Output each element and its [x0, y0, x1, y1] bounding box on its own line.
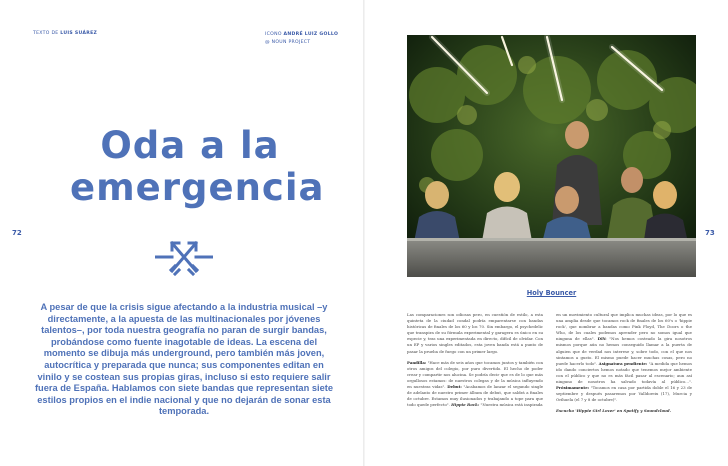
article-title [70, 124, 325, 209]
body-paragraph: Escucha 'Hippie Girl Lover' en Spotify y Soundcloud. [556, 408, 671, 414]
title-line-1: Oda a la [100, 124, 280, 167]
band-photo [407, 35, 696, 277]
body-column-left [407, 312, 543, 413]
body-paragraph: en un movimiento cultural que implica muchas ideas, por lo que es una amplia desde que tocamos rock de finales de los 60's o 'hippie rock', que nombrar a bandas como Pink Floyd, The Doors o the Who, de los cuales podemos aprender pero no somos igual que ninguna de ellas". DIY: "Nos hemos costeado la gira nosotros mismos porque aún no hemos conseguido llamar a la puerta de alguien que de verdad nos interese y, sobre todo, con el que nos sintamos a gusto. El mismo puede hacer muchas cosas, pero no puede hacerlo todo". Asignatura pendiente: "A medida que hemos ido dando conciertos hemos notado que tenemos mejor ambiente con el público y que no es más fácil pasar al escenario; aun así ninguno de nosotros ha salvado todavía al público...". Próximamente: "Tocamos en casa por partida doble el 16 y 23 de septiembre y después pasaremos por Valldoreix (17), Murcia y Orihuela (el 7 y 8 de octubre)". [556, 312, 693, 403]
lead-paragraph: A pesar de que la crisis sigue afectando a la industria musical –y directamente, a la apuesta de las multinacionales por jóvenes talentos–, por toda nuestra geografía no paran de surgir bandas, probándose como fuente inagotable de ideas. La escena del momento se dibuja más underground, pero también más joven, autocrítica y preparada que nunca; sus componentes editan en vinilo y se costean sus propias giras, incluso si esto requiere salir fuera de España. Hablamos con siete bandas que representan siete estilos propios en el indie nacional y que no dejarán de sonar esta temporada. [34, 302, 334, 417]
page-number-right: 73 [705, 229, 715, 237]
icon-credit: ICONO ANDRÉ LUIZ GOLLO @ NOUN PROJECT [265, 32, 339, 45]
body-paragraph: Las comparaciones son odiosas pero, en cuestión de estilo, a esta quinteta de la ciudad condal podría emparentarse con bandas históricas de finales de los 60 y los 70. Sin embargo, el psychedelic que transpira de su fórmula experimental y garagera es único en su especie y, tras una experimentada en directo, difícil de olvidar. Con un EP y varios singles editados, esta joven banda está a punto de pasar la prueba de fuego con un primer largo. [407, 312, 543, 354]
crossed-arrows-icon [155, 238, 213, 276]
title-line-2: emergencia [70, 166, 325, 209]
page-number-left: 72 [12, 229, 22, 237]
body-column-right [556, 312, 692, 420]
body-paragraph: Pandilla: "Hace más de seis años que tocamos juntos y también con otros amigos del colegio, por puro divertido. El hecho de poder crear y compartir nos alucina. Se podría decir que es de lo que más orgullosos estamos: de nuestros colegas y de la música influyendo en nuestras vidas". Debut: "Acabamos de lanzar el segundo single de adelanto de nuestro primer álbum de debut, que saldrá a finales de octubre. Estamos muy ilusionados y trabajando a tope para que todo quede perfecto". Hippie Rock: "Nuestra música está inspirada [407, 359, 544, 408]
page-gutter [363, 0, 365, 466]
text-credit: TEXTO DE LUIS SUÁREZ [33, 31, 98, 36]
photo-caption: Holy Bouncer [526, 289, 577, 297]
